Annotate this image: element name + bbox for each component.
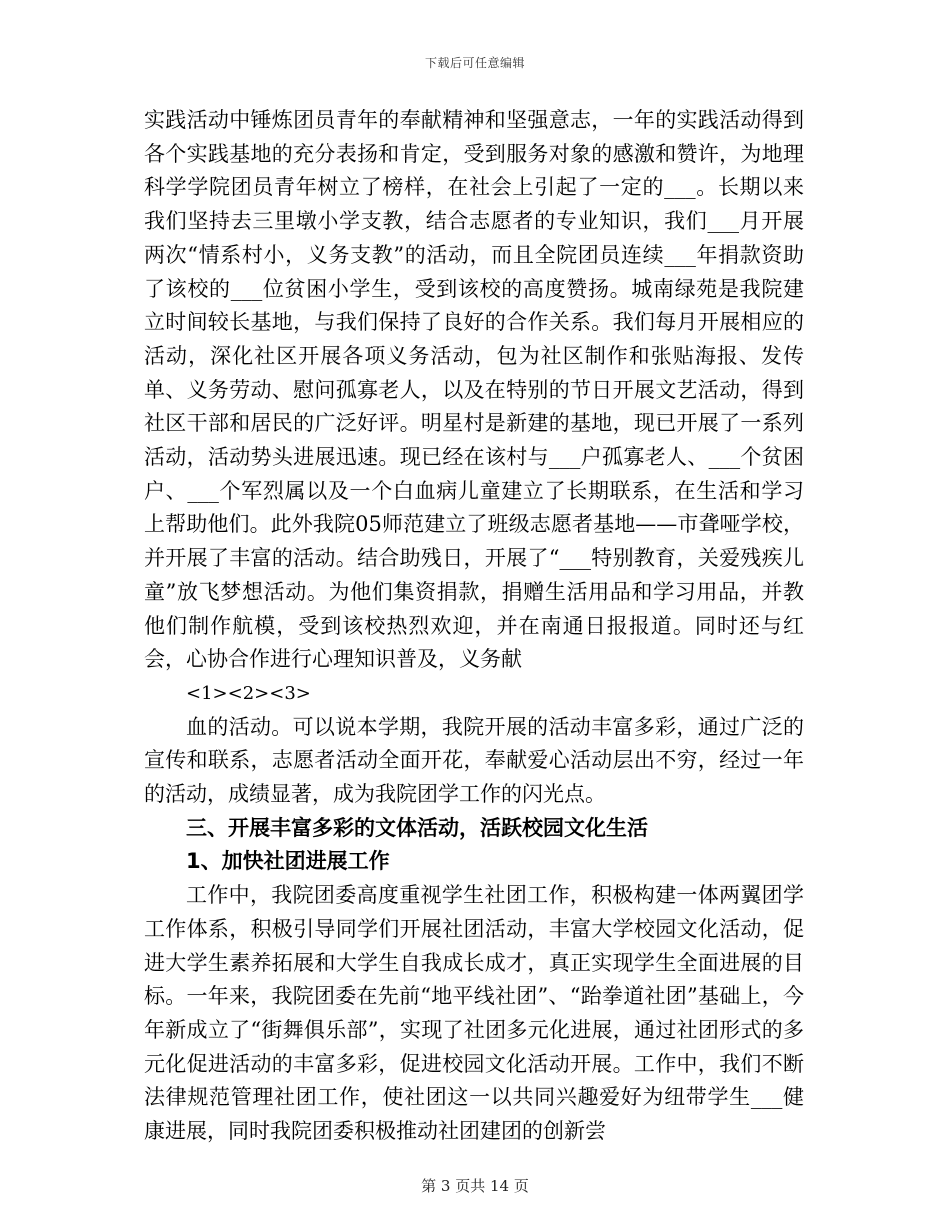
paragraph-club-work: 工作中，我院团委高度重视学生社团工作，积极构建一体两翼团学工作体系，积极引导同学们开展社团活动，丰富大学校园文化活动，促进大学生素养拓展和大学生自我成长成才，真正实现学生全面进展的目标。一年来，我院团委在先前“地平线社团”、“跆拳道社团”基础上，今年新成立了“街舞俱乐部”，实现了社团多元化进展，通过社团形式的多元化促进活动的丰富多彩，促进校园文化活动开展。工作中，我们不断法律规范管理社团工作，使社团这一以共同兴趣爱好为纽带学生___健康进展，同时我院团委积极推动社团建团的创新尝: [144, 883, 804, 1144]
paragraph-volunteer-bases: 实践活动中锤炼团员青年的奉献精神和坚强意志，一年的实践活动得到各个实践基地的充分表扬和肯定，受到服务对象的感激和赞许，为地理科学学院团员青年树立了榜样，在社会上引起了一定的___。长期以来我们坚持去三里墩小学支教，结合志愿者的专业知识，我们___月开展两次“情系村小，义务支教”的活动，而且全院团员连续___年捐款资助了该校的___位贫困小学生，受到该校的高度赞扬。城南绿苑是我院建立时间较长基地，与我们保持了良好的合作关系。我们每月开展相应的活动，深化社区开展各项义务活动，包为社区制作和张贴海报、发传单、义务劳动、慰问孤寡老人，以及在特别的节日开展文艺活动，得到社区干部和居民的广泛好评。明星村是新建的基地，现已开展了一系列活动，活动势头进展迅速。现已经在该村与___户孤寡老人、___个贫困户、___个军烈属以及一个白血病儿童建立了长期联系，在生活和学习上帮助他们。此外我院05师范建立了班级志愿者基地——市聋哑学校，并开展了丰富的活动。结合助残日，开展了“___特别教育，关爱残疾儿童”放飞梦想活动。为他们集资捐款，捐赠生活用品和学习用品，并教他们制作航模，受到该校热烈欢迎，并在南通日报报道。同时还与红会，心协合作进行心理知识普及，义务献: [144, 108, 804, 672]
page-header: 下载后可任意编辑: [424, 56, 525, 70]
section-heading-culture: 三、开展丰富多彩的文体活动，活跃校园文化生活: [186, 815, 648, 840]
page-navigation-links[interactable]: <1><2><3>: [186, 682, 311, 704]
paragraph-activity-summary: 血的活动。可以说本学期，我院开展的活动丰富多彩，通过广泛的宣传和联系，志愿者活动全面开花，奉献爱心活动层出不穷，经过一年的活动，成绩显著，成为我院团学工作的闪光点。: [144, 714, 804, 807]
document-body: [144, 104, 804, 1149]
subsection-heading-clubs: 1、加快社团进展工作: [186, 849, 390, 874]
page-number-footer: 第 3 页共 14 页: [421, 1177, 529, 1195]
